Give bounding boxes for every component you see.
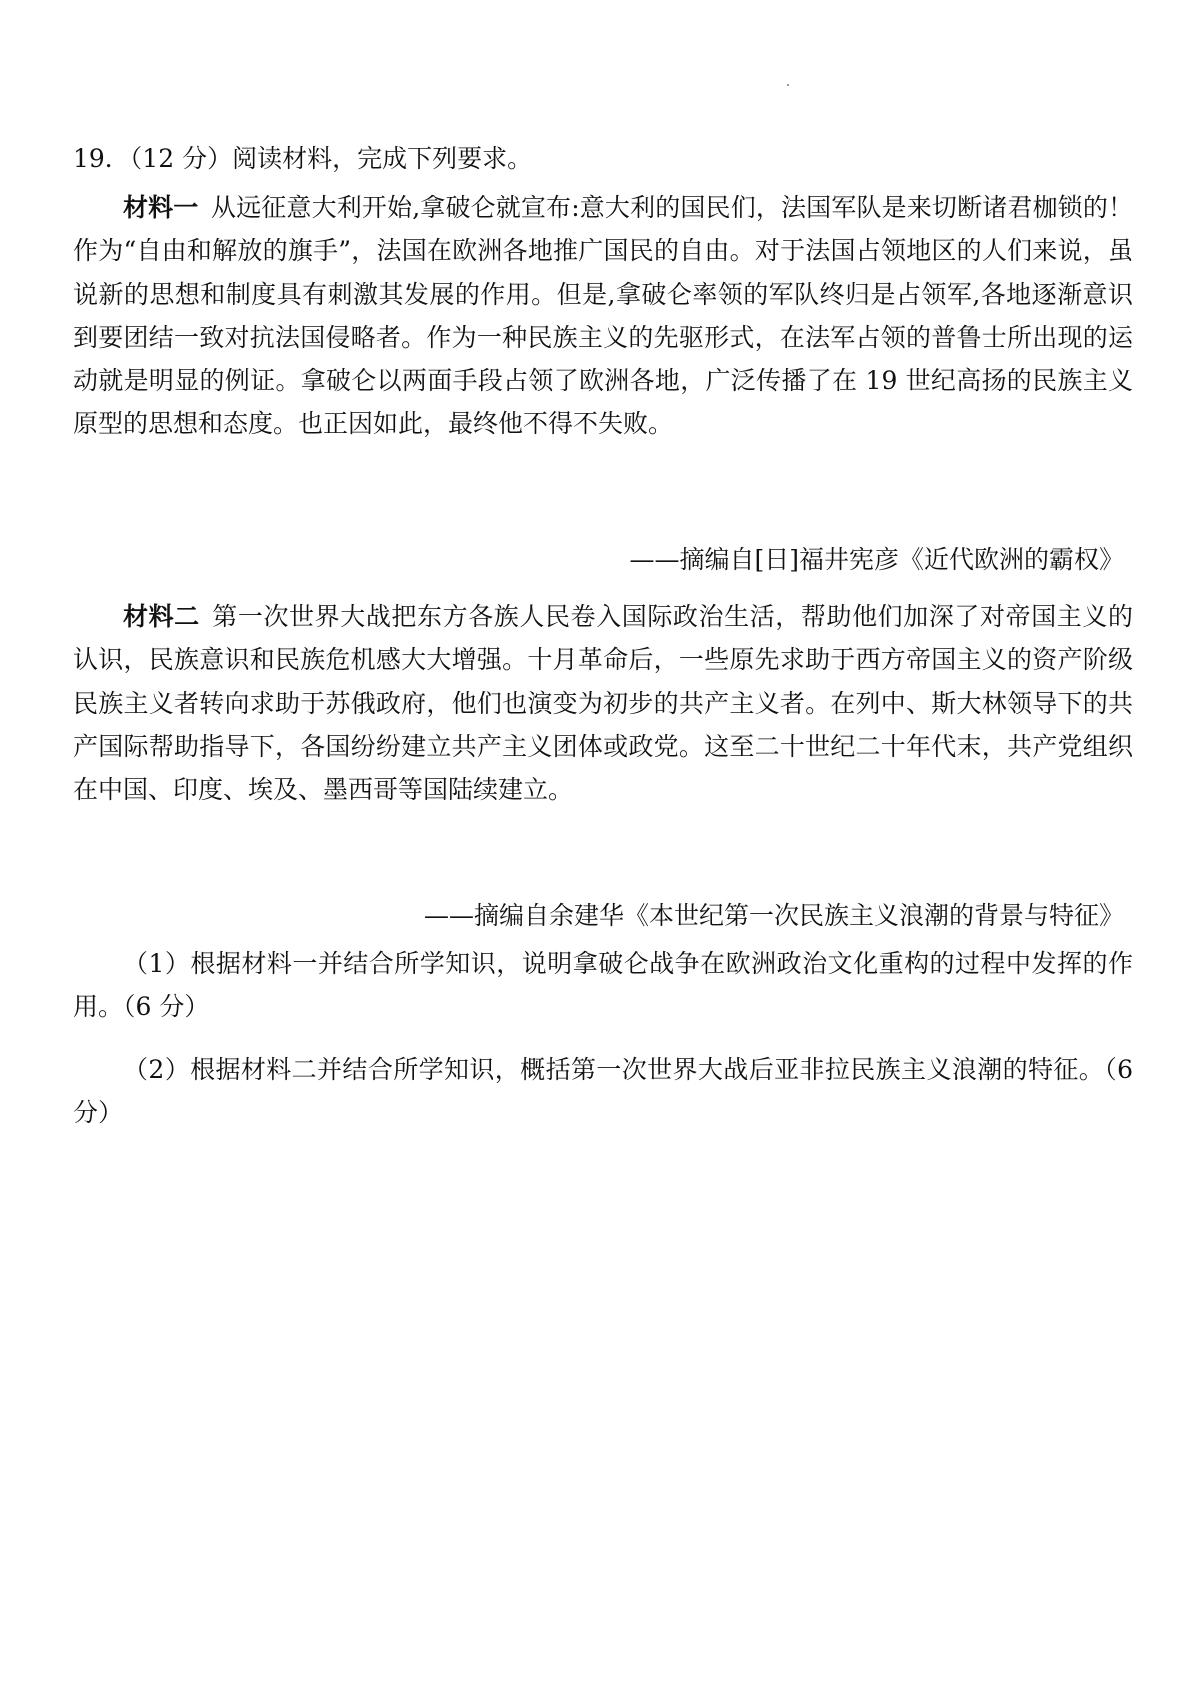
material-one-label: 材料一 bbox=[123, 193, 199, 222]
material-two-paragraph bbox=[73, 595, 1133, 811]
scan-speck bbox=[787, 84, 789, 86]
material-one-paragraph bbox=[73, 186, 1133, 446]
material-two-label: 材料二 bbox=[123, 602, 200, 631]
subquestion-1: （1）根据材料一并结合所学知识，说明拿破仑战争在欧洲政治文化重构的过程中发挥的作用。（6 分） bbox=[73, 949, 1133, 1022]
subquestion-2: （2）根据材料二并结合所学知识，概括第一次世界大战后亚非拉民族主义浪潮的特征。（6 分） bbox=[73, 1055, 1133, 1128]
question-title: 19．（12 分）阅读材料，完成下列要求。 bbox=[73, 144, 533, 173]
material-one-source: ——摘编自[日]福井宪彦《近代欧洲的霸权》 bbox=[629, 545, 1124, 574]
material-two-text: 第一次世界大战把东方各族人民卷入国际政治生活，帮助他们加深了对帝国主义的认识，民族意识和民族危机感大大增强。十月革命后，一些原先求助于西方帝国主义的资产阶级民族主义者转向求助于苏俄政府，他们也演变为初步的共产主义者。在列中、斯大林领导下的共产国际帮助指导下，各国纷纷建立共产主义团体或政党。这至二十世纪二十年代末，共产党组织在中国、印度、埃及、墨西哥等国陆续建立。 bbox=[73, 602, 1133, 805]
material-two-source: ——摘编自余建华《本世纪第一次民族主义浪潮的背景与特征》 bbox=[423, 901, 1124, 930]
material-one-text: 从远征意大利开始,拿破仑就宣布:意大利的国民们，法国军队是来切断诸君枷锁的！作为“自由和解放的旗手”，法国在欧洲各地推广国民的自由。对于法国占领地区的人们来说，虽说新的思想和制度具有刺激其发展的作用。但是,拿破仑率领的军队终归是占领军,各地逐渐意识到要团结一致对抗法国侵略者。作为一种民族主义的先驱形式，在法军占领的普鲁士所出现的运动就是明显的例证。拿破仑以两面手段占领了欧洲各地，广泛传播了在 19 世纪高扬的民族主义原型的思想和态度。也正因如此，最终他不得不失败。 bbox=[73, 193, 1133, 439]
